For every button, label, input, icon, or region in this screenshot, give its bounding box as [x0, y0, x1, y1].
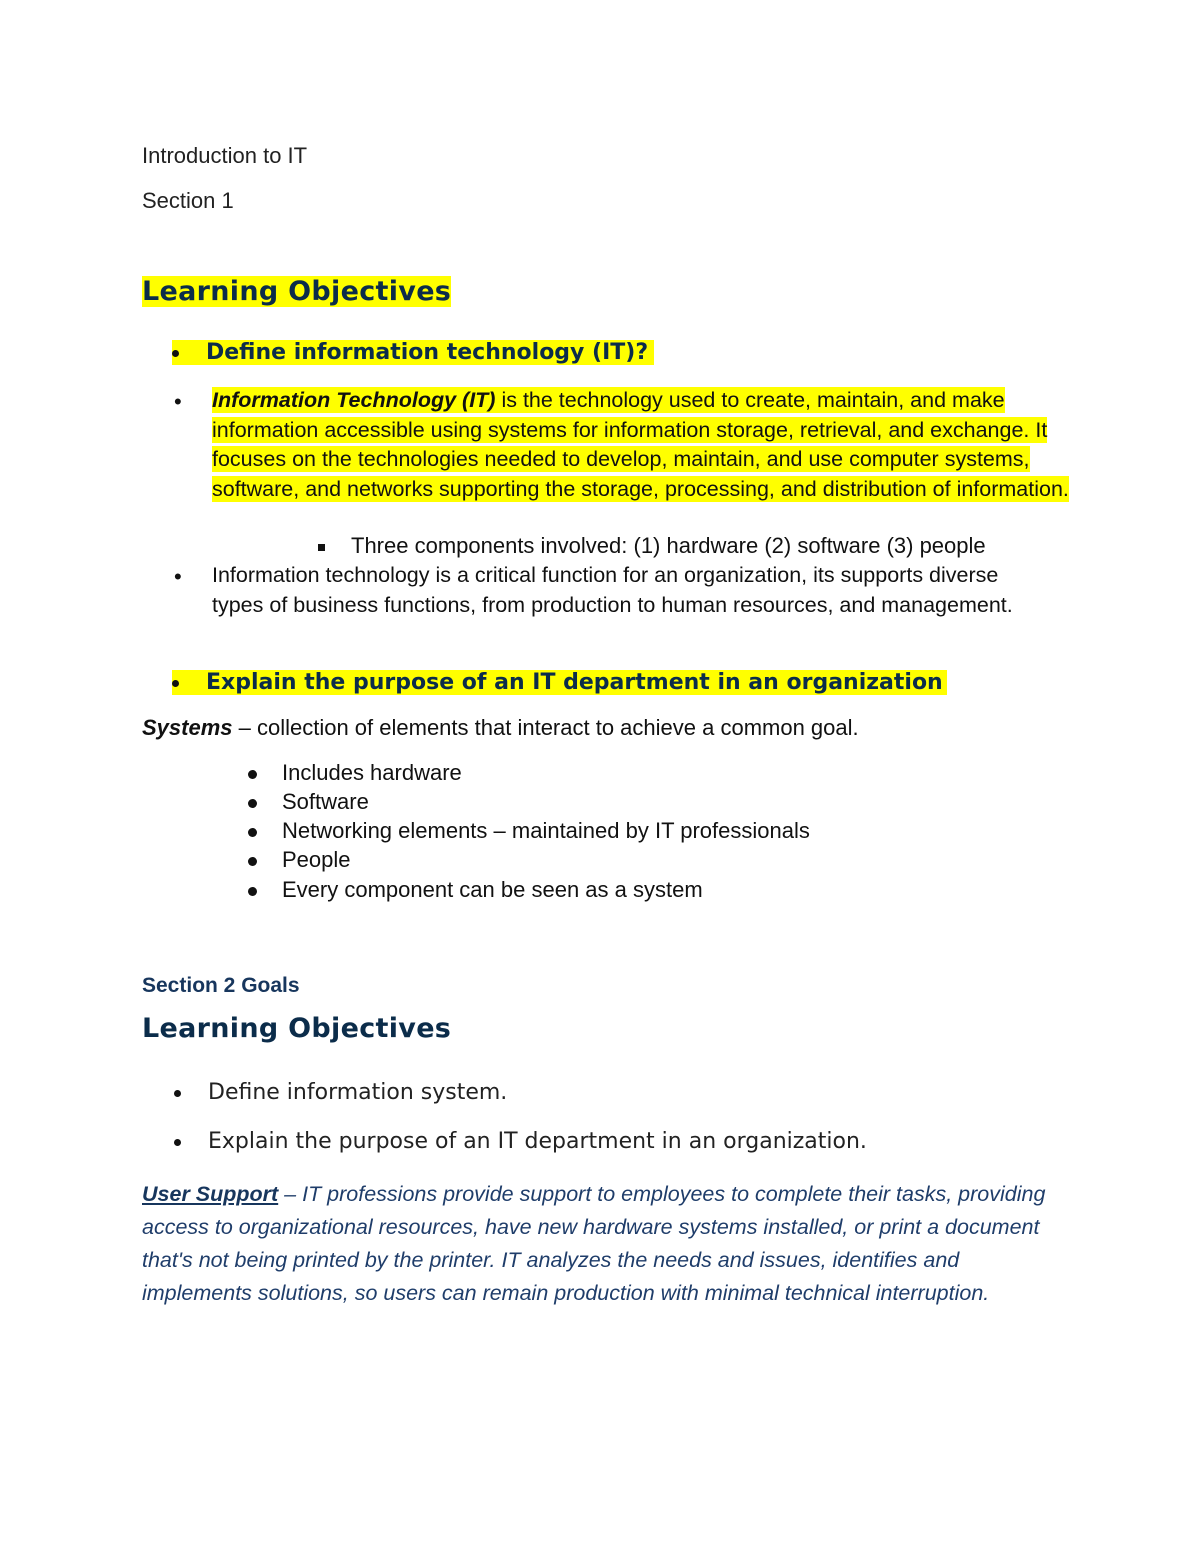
bullet-icon — [248, 857, 257, 866]
list-item-text: Software — [282, 789, 369, 814]
critical-function-paragraph: Information technology is a critical function for an organization, its supports diverse types of business functions, from production to human resources, and management. — [212, 563, 1013, 617]
bullet-icon — [172, 680, 179, 687]
section-2-learning-objectives-heading: Learning Objectives — [142, 1013, 452, 1044]
learning-objectives-heading-text: Learning Objectives — [142, 276, 452, 307]
square-bullet-icon — [318, 544, 325, 551]
objective-define-it-text: Define information technology (IT)? — [206, 340, 649, 365]
section-2-title: Section 2 Goals — [142, 974, 300, 997]
bullet-icon — [248, 799, 257, 808]
objective-it-department-text: Explain the purpose of an IT department in an organization — [206, 670, 943, 695]
bullet-icon: • — [174, 564, 182, 589]
list-item — [248, 818, 810, 844]
it-definition-text: is the technology used to create, maintain, and make information accessible using systems for information storage, retrieval, and exchange. It focuses on the technologies needed to develop, maintain, and use computer systems, software, and networks supporting the storage, processing, and distribution of information. — [212, 388, 1069, 501]
objective-explain-it-department — [174, 1129, 867, 1154]
list-item — [248, 760, 462, 786]
objective-it-department — [172, 670, 947, 695]
systems-definition-text: – collection of elements that interact to achieve a common goal. — [232, 715, 859, 740]
it-definition-paragraph — [212, 386, 1072, 504]
bullet-icon — [248, 770, 257, 779]
it-term: Information Technology (IT) — [212, 388, 496, 412]
bullet-icon — [174, 1139, 181, 1146]
bullet-icon — [248, 887, 257, 896]
systems-term: Systems — [142, 715, 233, 740]
list-item-text: People — [282, 847, 351, 872]
user-support-text: – IT professions provide support to employees to complete their tasks, providing access to organizational resources, have new hardware systems installed, or print a document that's not being printed by the printer. IT analyzes the needs and issues, identifies and implements solutions, so users can remain production with minimal technical interruption. — [142, 1182, 1046, 1305]
list-item-text: Networking elements – maintained by IT professionals — [282, 818, 810, 843]
user-support-paragraph — [142, 1178, 1062, 1310]
course-title: Introduction to IT — [142, 143, 308, 168]
list-item-text: Includes hardware — [282, 760, 462, 785]
learning-objectives-heading — [142, 276, 451, 307]
list-item — [248, 847, 351, 873]
bullet-icon: • — [174, 389, 182, 414]
bullet-icon — [174, 1090, 181, 1097]
section-label: Section 1 — [142, 188, 234, 213]
bullet-icon — [172, 350, 179, 357]
user-support-term: User Support — [142, 1182, 279, 1206]
objective-define-information-system — [174, 1080, 507, 1105]
bullet-icon — [248, 828, 257, 837]
list-item — [248, 789, 369, 815]
components-item — [318, 533, 986, 559]
list-item — [248, 877, 703, 903]
objective-text: Explain the purpose of an IT department in an organization. — [208, 1129, 867, 1154]
systems-definition — [142, 715, 859, 741]
components-text: Three components involved: (1) hardware (2) software (3) people — [351, 533, 986, 558]
objective-text: Define information system. — [208, 1080, 508, 1105]
list-item-text: Every component can be seen as a system — [282, 877, 703, 902]
objective-define-it — [172, 340, 654, 365]
